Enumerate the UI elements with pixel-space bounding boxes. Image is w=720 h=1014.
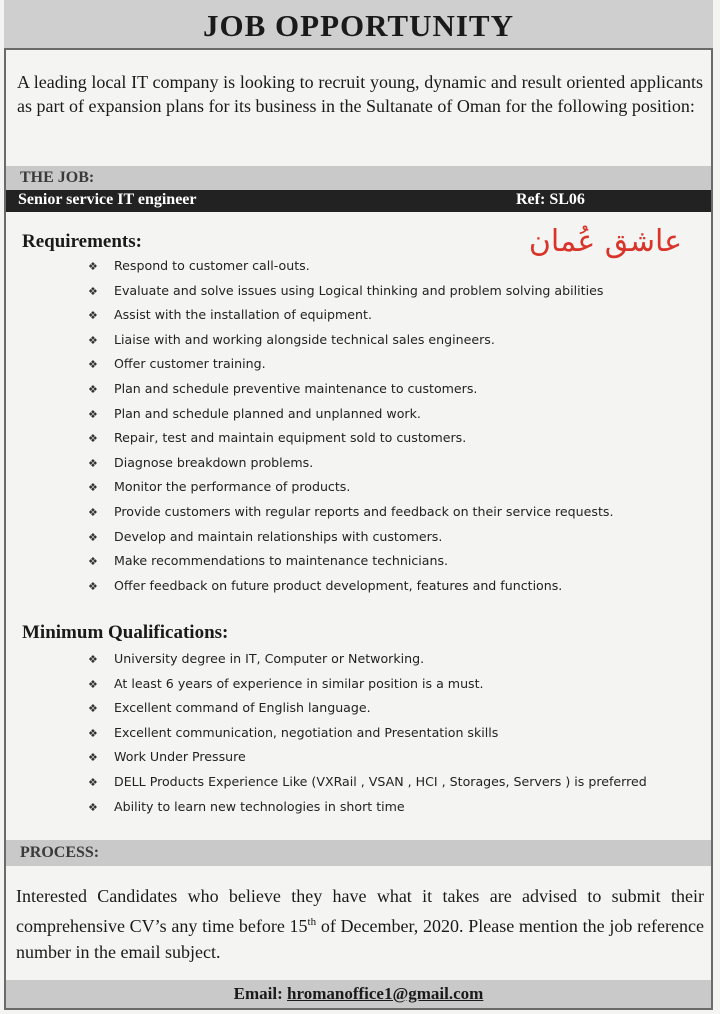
requirements-heading: Requirements:	[22, 231, 142, 252]
list-item	[88, 721, 647, 746]
bullet-icon: ❖	[88, 555, 98, 569]
email-address[interactable]: hromanoffice1@gmail.com	[287, 984, 484, 1003]
bullet-icon: ❖	[88, 677, 98, 691]
bullet-icon: ❖	[88, 358, 98, 372]
job-reference: Ref: SL06	[516, 191, 585, 208]
list-item	[88, 475, 613, 500]
list-item-text: Repair, test and maintain equipment sold to customers.	[114, 430, 467, 446]
bullet-icon: ❖	[88, 432, 98, 446]
process-date-suffix: th	[307, 916, 317, 928]
list-item	[88, 279, 613, 304]
job-title-bar	[6, 190, 711, 212]
bullet-icon: ❖	[88, 775, 98, 789]
list-item-text: University degree in IT, Computer or Networking.	[114, 651, 425, 666]
intro-paragraph: A leading local IT company is looking to recruit young, dynamic and result oriented applicants as part of expansion plans for its business in the Sultanate of Oman for the following position:	[17, 72, 703, 116]
list-item-text: Diagnose breakdown problems.	[114, 454, 314, 470]
list-item-text: Offer feedback on future product development, features and functions.	[114, 577, 563, 593]
list-item-text: Plan and schedule preventive maintenance to customers.	[114, 380, 478, 396]
bullet-icon: ❖	[88, 333, 98, 347]
list-item-text: Offer customer training.	[114, 356, 266, 372]
bullet-icon: ❖	[88, 653, 98, 666]
list-item-text: Excellent communication, negotiation and Presentation skills	[114, 724, 499, 740]
list-item	[88, 328, 613, 353]
list-item-text: Monitor the performance of products.	[114, 479, 351, 495]
list-item-text: Work Under Pressure	[114, 749, 246, 765]
bullet-icon: ❖	[88, 726, 98, 740]
page-title: JOB OPPORTUNITY	[202, 8, 514, 43]
bullet-icon: ❖	[88, 530, 98, 544]
title-banner	[4, 0, 713, 50]
qualifications-list	[88, 647, 647, 819]
list-item	[88, 377, 613, 402]
process-text-end: of December, 2020. Please mention the job reference number in the email subject.	[16, 916, 704, 962]
list-item-text: Make recommendations to maintenance technicians.	[114, 553, 449, 569]
list-item	[88, 254, 613, 279]
arabic-overlay-text: عاشق عُمان	[528, 224, 682, 259]
list-item	[88, 303, 613, 328]
bullet-icon: ❖	[88, 456, 98, 470]
list-item	[88, 647, 647, 672]
requirements-list	[88, 254, 613, 598]
list-item-text: At least 6 years of experience in similar position is a must.	[114, 675, 484, 691]
list-item-text: Develop and maintain relationships with customers.	[114, 528, 443, 544]
email-bar	[6, 980, 711, 1008]
list-item-text: DELL Products Experience Like (VXRail , VSAN , HCI , Storages, Servers ) is preferred	[114, 773, 647, 789]
list-item-text: Excellent command of English language.	[114, 700, 371, 716]
bullet-icon: ❖	[88, 284, 98, 298]
bullet-icon: ❖	[88, 260, 98, 273]
bullet-icon: ❖	[88, 800, 98, 814]
bullet-icon: ❖	[88, 382, 98, 396]
process-section-band	[6, 840, 711, 866]
job-position: Senior service IT engineer	[18, 191, 197, 208]
process-text-start: Interested Candidates who believe they have what it takes are advised to submit their comprehensive CV’s any time before 15	[16, 886, 704, 936]
list-item	[88, 525, 613, 550]
job-section-label: THE JOB:	[20, 169, 95, 186]
list-item	[88, 549, 613, 574]
list-item	[88, 696, 647, 721]
process-section-label: PROCESS:	[20, 844, 100, 861]
bullet-icon: ❖	[88, 702, 98, 716]
list-item-text: Plan and schedule planned and unplanned work.	[114, 405, 421, 421]
list-item	[88, 672, 647, 697]
list-item	[88, 402, 613, 427]
list-item-text: Assist with the installation of equipment.	[114, 307, 372, 323]
bullet-icon: ❖	[88, 751, 98, 765]
bullet-icon: ❖	[88, 309, 98, 323]
list-item-text: Liaise with and working alongside technical sales engineers.	[114, 331, 495, 347]
list-item-text: Evaluate and solve issues using Logical thinking and problem solving abilities	[114, 282, 604, 298]
list-item	[88, 426, 613, 451]
bullet-icon: ❖	[88, 579, 98, 593]
bullet-icon: ❖	[88, 481, 98, 495]
bullet-icon: ❖	[88, 407, 98, 421]
list-item	[88, 451, 613, 476]
job-section-band	[6, 166, 711, 190]
list-item	[88, 770, 647, 795]
list-item	[88, 745, 647, 770]
list-item-text: Respond to customer call-outs.	[114, 258, 310, 273]
list-item-text: Ability to learn new technologies in short time	[114, 798, 405, 814]
list-item	[88, 352, 613, 377]
bullet-icon: ❖	[88, 505, 98, 519]
email-label: Email:	[233, 984, 283, 1003]
process-paragraph	[16, 883, 704, 965]
list-item	[88, 574, 613, 599]
list-item-text: Provide customers with regular reports and feedback on their service requests.	[114, 503, 614, 519]
qualifications-heading: Minimum Qualifications:	[22, 622, 229, 643]
list-item	[88, 795, 647, 820]
list-item	[88, 500, 613, 525]
